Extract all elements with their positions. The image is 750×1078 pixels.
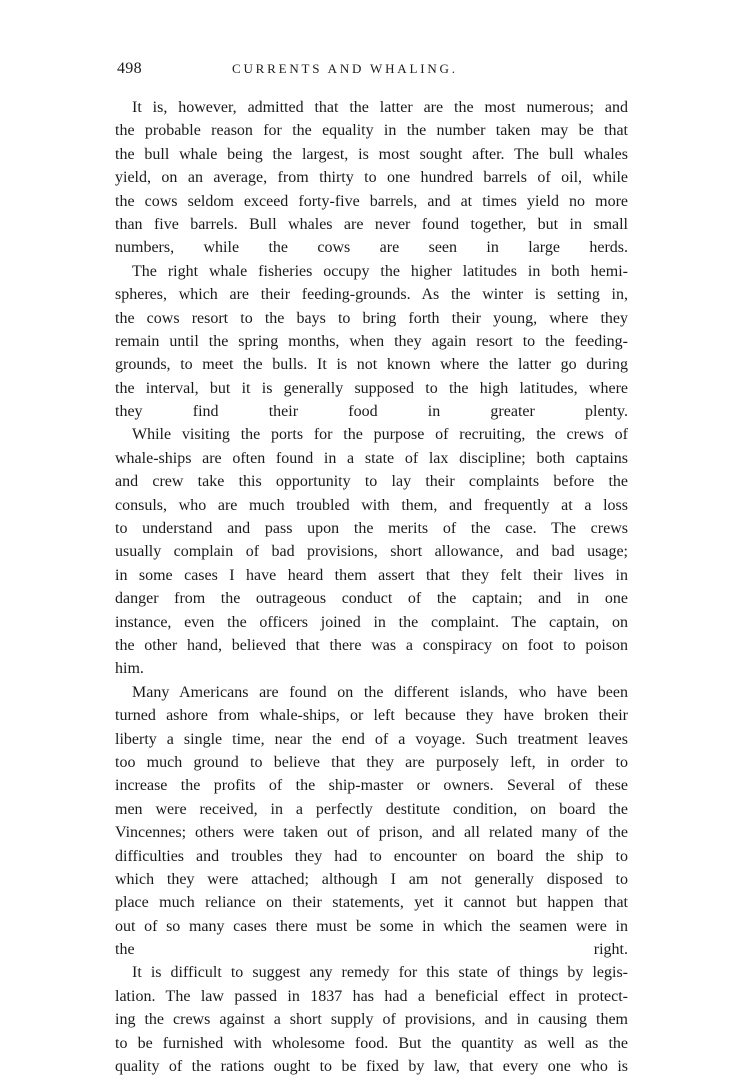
text-line: It is, however, admitted that the latter are the most numerous; and (132, 99, 628, 116)
text-line: place much reliance on their statements, yet it cannot but happen that (115, 894, 628, 912)
text-line: The right whale fisheries occupy the higher latitudes in both hemi- (132, 262, 628, 280)
text-line: danger from the outrageous conduct of the captain; and in one (115, 590, 628, 608)
paragraph (115, 681, 628, 962)
text-line: to be furnished with wholesome food. But the quantity as well as the (115, 1034, 628, 1052)
text-line: whale-ships are often found in a state of lax discipline; both captains (115, 449, 628, 467)
text-line: remain until the spring months, when they again resort to the feeding- (115, 332, 628, 350)
text-line: the right. (115, 941, 628, 959)
text-line: liberty a single time, near the end of a voyage. Such treatment leaves (115, 730, 628, 748)
text-line: the cows seldom exceed forty-five barrels, and at times yield no more (115, 192, 628, 210)
page-number: 498 (117, 60, 142, 77)
text-line: the probable reason for the equality in the number taken may be that (115, 122, 628, 140)
text-line: the bull whale being the largest, is most sought after. The bull whales (115, 145, 628, 163)
text-line: in some cases I have heard them assert that they felt their lives in (115, 566, 628, 584)
text-line: which they were attached; although I am not generally disposed to (115, 870, 628, 888)
text-line: they find their food in greater plenty. (115, 403, 628, 421)
text-line: men were received, in a perfectly destitute condition, on board the (115, 800, 628, 818)
text-line: than five barrels. Bull whales are never found together, but in small (115, 215, 628, 233)
body-text (115, 96, 628, 1078)
text-line: usually complain of bad provisions, short allowance, and bad usage; (115, 543, 628, 561)
text-line: the other hand, believed that there was a conspiracy on foot to poison (115, 636, 628, 654)
text-line: numbers, while the cows are seen in large herds. (115, 239, 628, 257)
text-line: It is difficult to suggest any remedy for this state of things by legis- (132, 964, 628, 982)
paragraph (115, 260, 628, 424)
text-line: and crew take this opportunity to lay their complaints before the (115, 473, 628, 491)
text-line: quality of the rations ought to be fixed by law, that every one who is (115, 1058, 628, 1076)
text-line: turned ashore from whale-ships, or left because they have broken their (115, 707, 628, 725)
text-line: increase the profits of the ship-master or owners. Several of these (115, 777, 628, 795)
text-line: While visiting the ports for the purpose of recruiting, the crews of (132, 426, 628, 444)
text-line: difficulties and troubles they had to encounter on board the ship to (115, 847, 628, 865)
paragraph (115, 96, 628, 260)
text-line: Vincennes; others were taken out of prison, and all related many of the (115, 824, 628, 842)
text-line: him. (115, 660, 144, 678)
paragraph (115, 423, 628, 680)
text-line: the interval, but it is generally supposed to the high latitudes, where (115, 379, 628, 397)
text-line: lation. The law passed in 1837 has had a beneficial effect in protect- (115, 987, 628, 1005)
text-line: to understand and pass upon the merits of the case. The crews (115, 520, 628, 538)
text-line: Many Americans are found on the different islands, who have been (132, 683, 628, 701)
text-line: grounds, to meet the bulls. It is not known where the latter go during (115, 356, 628, 374)
text-line: yield, on an average, from thirty to one hundred barrels of oil, while (115, 169, 628, 187)
text-line: consuls, who are much troubled with them, and frequently at a loss (115, 496, 628, 514)
text-line: out of so many cases there must be some in which the seamen were in (115, 917, 628, 935)
text-line: instance, even the officers joined in the complaint. The captain, on (115, 613, 628, 631)
paragraph (115, 961, 628, 1078)
text-line: the cows resort to the bays to bring forth their young, where they (115, 309, 628, 327)
running-head: CURRENTS AND WHALING. (232, 61, 458, 76)
text-line: spheres, which are their feeding-grounds. As the winter is setting in, (115, 286, 628, 304)
text-line: too much ground to believe that they are purposely left, in order to (115, 753, 628, 771)
text-line: ing the crews against a short supply of provisions, and in causing them (115, 1011, 628, 1029)
page-header (117, 60, 637, 84)
